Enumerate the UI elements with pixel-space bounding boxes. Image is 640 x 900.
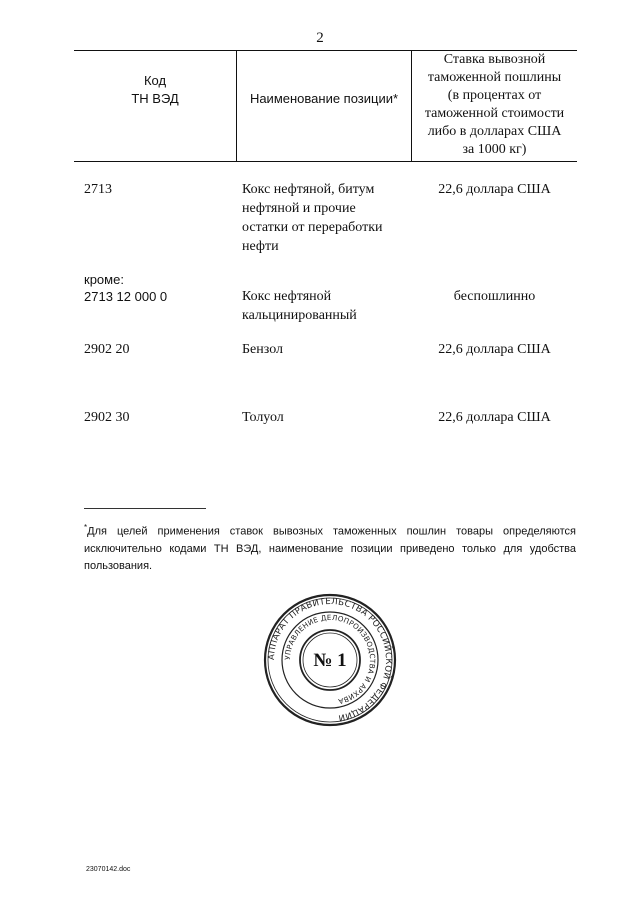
row-name-line: кальцинированный bbox=[242, 308, 357, 323]
header-rate-line: либо в долларах США bbox=[427, 124, 562, 139]
header-code-line2: ТН ВЭД bbox=[131, 91, 179, 106]
row-rate: 22,6 доллара США bbox=[438, 342, 551, 357]
row-code: 2713 12 000 0 bbox=[84, 289, 168, 304]
row-name-line: Кокс нефтяной bbox=[242, 289, 332, 304]
row-name-line: Бензол bbox=[242, 342, 283, 357]
row-name-line: нефти bbox=[242, 239, 279, 254]
footnote bbox=[84, 519, 576, 575]
stamp-outer-text: АППАРАТ ПРАВИТЕЛЬСТВА РОССИЙСКОЙ ФЕДЕРАЦИИ bbox=[266, 596, 394, 723]
row-name bbox=[242, 408, 412, 427]
table-header-bottom-border bbox=[74, 161, 577, 162]
row-rate: беспошлинно bbox=[453, 289, 536, 304]
row-prefix: кроме: bbox=[84, 272, 124, 287]
row-name bbox=[242, 180, 412, 256]
header-rate-line: (в процентах от bbox=[447, 88, 542, 103]
header-rate-line: таможенной стоимости bbox=[424, 106, 565, 121]
row-code: 2902 20 bbox=[84, 342, 130, 357]
header-rate bbox=[412, 51, 577, 159]
header-code bbox=[74, 72, 236, 108]
footnote-text: Для целей применения ставок вывозных таможенных пошлин товары определяются исключительно кодами ТН ВЭД, наименование позиции приведено только для удобства пользования. bbox=[84, 525, 576, 572]
footnote-marker: * bbox=[84, 523, 88, 532]
row-code: 2902 30 bbox=[84, 410, 130, 425]
row-name bbox=[242, 340, 412, 359]
header-code-line1: Код bbox=[143, 73, 167, 88]
footnote-separator bbox=[84, 508, 206, 509]
row-name-line: остатки от переработки bbox=[242, 220, 383, 235]
header-rate-line: Ставка вывозной bbox=[443, 52, 546, 67]
row-name-line: нефтяной и прочие bbox=[242, 201, 356, 216]
row-rate: 22,6 доллара США bbox=[438, 410, 551, 425]
stamp-inner-text: УПРАВЛЕНИЕ ДЕЛОПРОИЗВОДСТВА И АРХИВА bbox=[282, 612, 378, 707]
row-name-line: Кокс нефтяной, битум bbox=[242, 182, 375, 197]
row-rate: 22,6 доллара США bbox=[438, 182, 551, 197]
stamp-number: № 1 bbox=[313, 650, 347, 671]
row-name bbox=[242, 287, 412, 325]
header-name: Наименование позиции* bbox=[249, 91, 399, 106]
official-stamp bbox=[262, 592, 398, 728]
row-code: 2713 bbox=[84, 182, 112, 197]
stamp-graphic bbox=[262, 592, 398, 728]
row-name-line: Толуол bbox=[242, 410, 284, 425]
page-number: 2 bbox=[316, 30, 324, 46]
header-rate-line: за 1000 кг) bbox=[462, 142, 527, 157]
header-rate-line: таможенной пошлины bbox=[427, 70, 562, 85]
document-filename: 23070142.doc bbox=[86, 866, 131, 873]
